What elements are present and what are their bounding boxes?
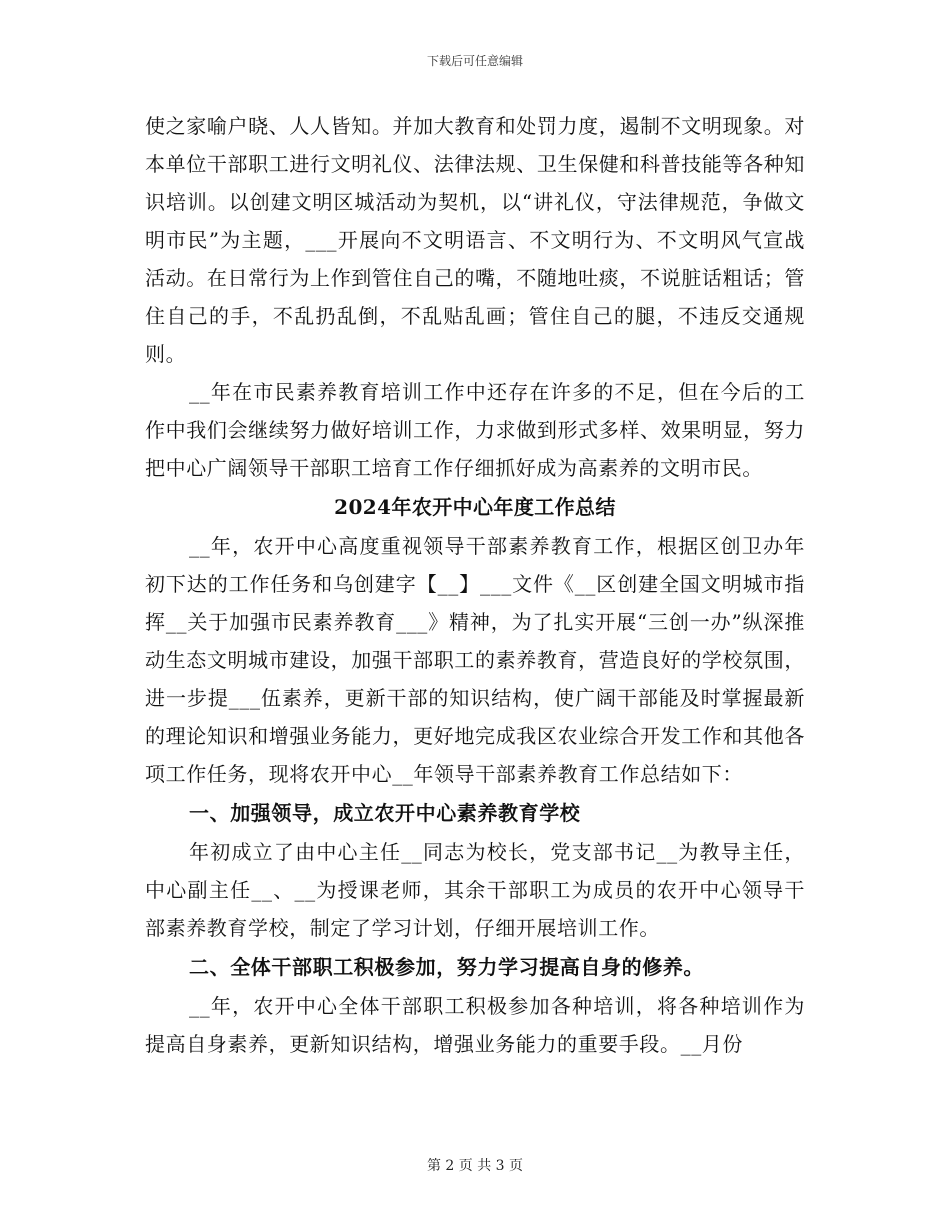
paragraph-3: __年，农开中心高度重视领导干部素养教育工作，根据区创卫办年初下达的工作任务和乌创建字【__】___文件《__区创建全国文明城市指挥__关于加强市民素养教育___》精神，为了扎实开展“三创一办”纵深推动生态文明城市建设，加强干部职工的素养教育，营造良好的学校氛围，进一步提___伍素养，更新干部的知识结构，使广阔干部能及时掌握最新的理论知识和增强业务能力，更好地完成我区农业综合开发工作和其他各项工作任务，现将农开中心__年领导干部素养教育工作总结如下： bbox=[145, 534, 805, 786]
heading-1: 一、加强领导，成立农开中心素养教育学校 bbox=[189, 801, 581, 825]
page-header: 下载后可任意编辑 bbox=[426, 54, 523, 68]
heading-2: 二、全体干部职工积极参加，努力学习提高自身的修养。 bbox=[189, 955, 704, 979]
paragraph-2: __年在市民素养教育培训工作中还存在许多的不足，但在今后的工作中我们会继续努力做好培训工作，力求做到形式多样、效果明显，努力把中心广阔领导干部职工培育工作仔细抓好成为高素养的文明市民。 bbox=[145, 380, 805, 480]
page-footer: 第 2 页 共 3 页 bbox=[426, 1158, 524, 1174]
paragraph-1: 使之家喻户晓、人人皆知。并加大教育和处罚力度，遏制不文明现象。对本单位干部职工进行文明礼仪、法律法规、卫生保健和科普技能等各种知识培训。以创建文明区城活动为契机，以“讲礼仪，守法律规范，争做文明市民”为主题，___开展向不文明语言、不文明行为、不文明风气宣战活动。在日常行为上作到管住自己的嘴，不随地吐痰，不说脏话粗话；管住自己的手，不乱扔乱倒，不乱贴乱画；管住自己的腿，不违反交通规则。 bbox=[145, 114, 805, 366]
paragraph-5: __年，农开中心全体干部职工积极参加各种培训，将各种培训作为提高自身素养，更新知识结构，增强业务能力的重要手段。__月份 bbox=[145, 994, 805, 1056]
section-title: 2024年农开中心年度工作总结 bbox=[334, 495, 616, 519]
document-body bbox=[145, 107, 805, 1063]
paragraph-4: 年初成立了由中心主任__同志为校长，党支部书记__为教导主任，中心副主任__、__为授课老师，其余干部职工为成员的农开中心领导干部素养教育学校，制定了学习计划，仔细开展培训工作。 bbox=[145, 840, 805, 940]
